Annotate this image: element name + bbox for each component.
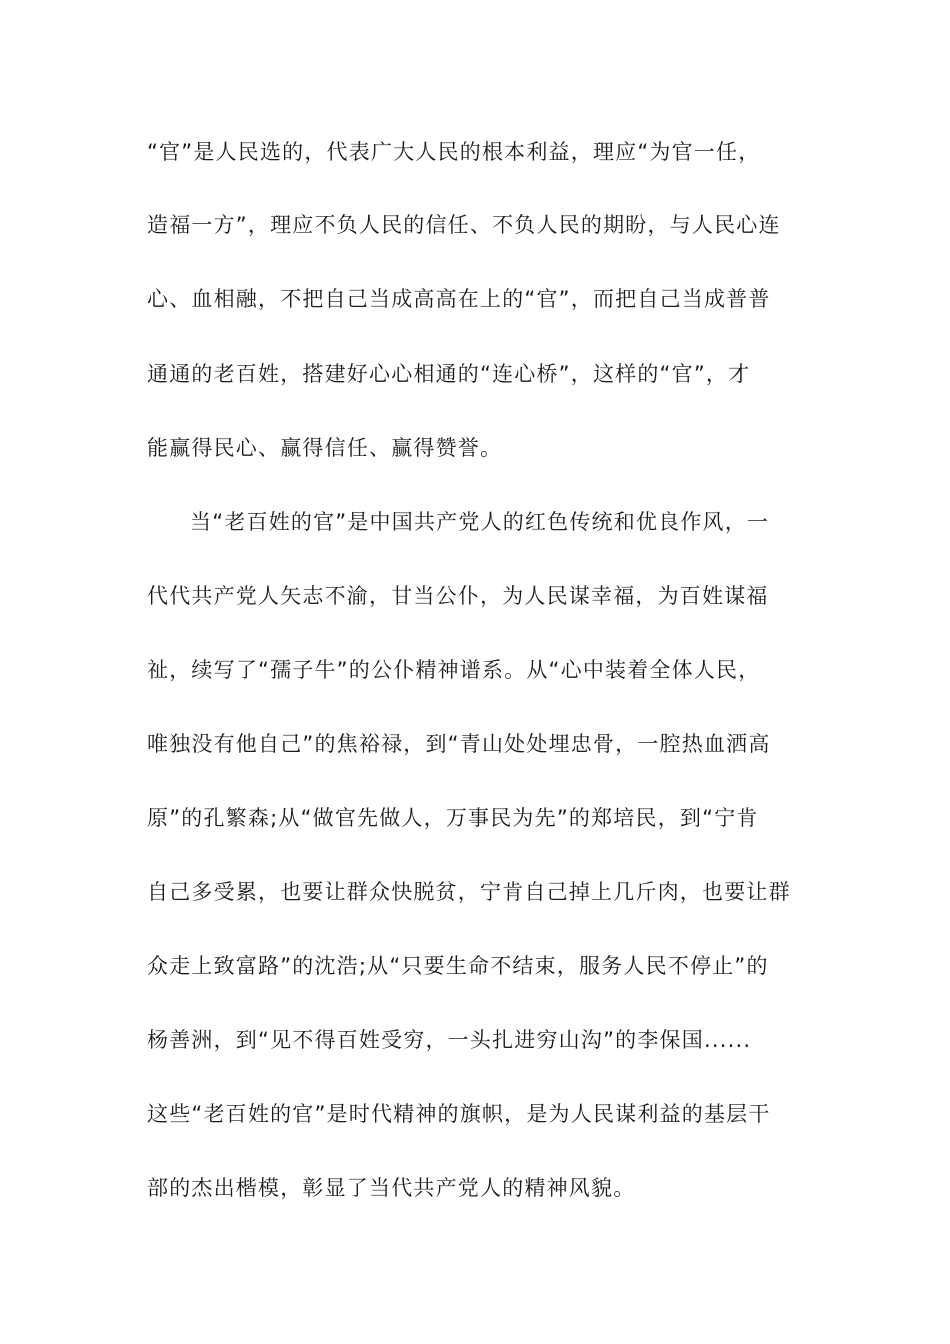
text-line: 唯独没有他自己”的焦裕禄，到“青山处处埋忠骨，一腔热血洒高 — [147, 732, 771, 756]
text-line: 祉，续写了“孺子牛”的公仆精神谱系。从“心中装着全体人民， — [147, 658, 761, 682]
text-line: 原”的孔繁森;从“做官先做人，万事民为先”的郑培民，到“宁肯 — [147, 806, 759, 830]
text-line: 造福一方”，理应不负人民的信任、不负人民的期盼，与人民心连 — [147, 213, 781, 237]
text-line: 众走上致富路”的沈浩;从“只要生命不结束，服务人民不停止”的 — [147, 954, 769, 978]
text-line: 杨善洲，到“见不得百姓受穷，一头扎进穷山沟”的李保国...... — [147, 1028, 752, 1052]
text-line: 自己多受累，也要让群众快脱贫，宁肯自己掉上几斤肉，也要让群 — [147, 880, 791, 904]
text-line: “官”是人民选的，代表广大人民的根本利益，理应“为官一任， — [147, 140, 761, 164]
text-line: 代代共产党人矢志不渝，甘当公仆，为人民谋幸福，为百姓谋福 — [147, 584, 769, 608]
text-line: 这些“老百姓的官”是时代精神的旗帜，是为人民谋利益的基层干 — [147, 1102, 771, 1126]
text-line: 当“老百姓的官”是中国共产党人的红色传统和优良作风，一 — [190, 510, 770, 534]
text-line: 能赢得民心、赢得信任、赢得赞誉。 — [147, 436, 503, 460]
text-line: 部的杰出楷模，彰显了当代共产党人的精神风貌。 — [147, 1176, 636, 1200]
text-line: 心、血相融，不把自己当成高高在上的“官”，而把自己当成普普 — [147, 287, 771, 311]
text-line: 通通的老百姓，搭建好心心相通的“连心桥”，这样的“官”，才 — [147, 362, 751, 386]
